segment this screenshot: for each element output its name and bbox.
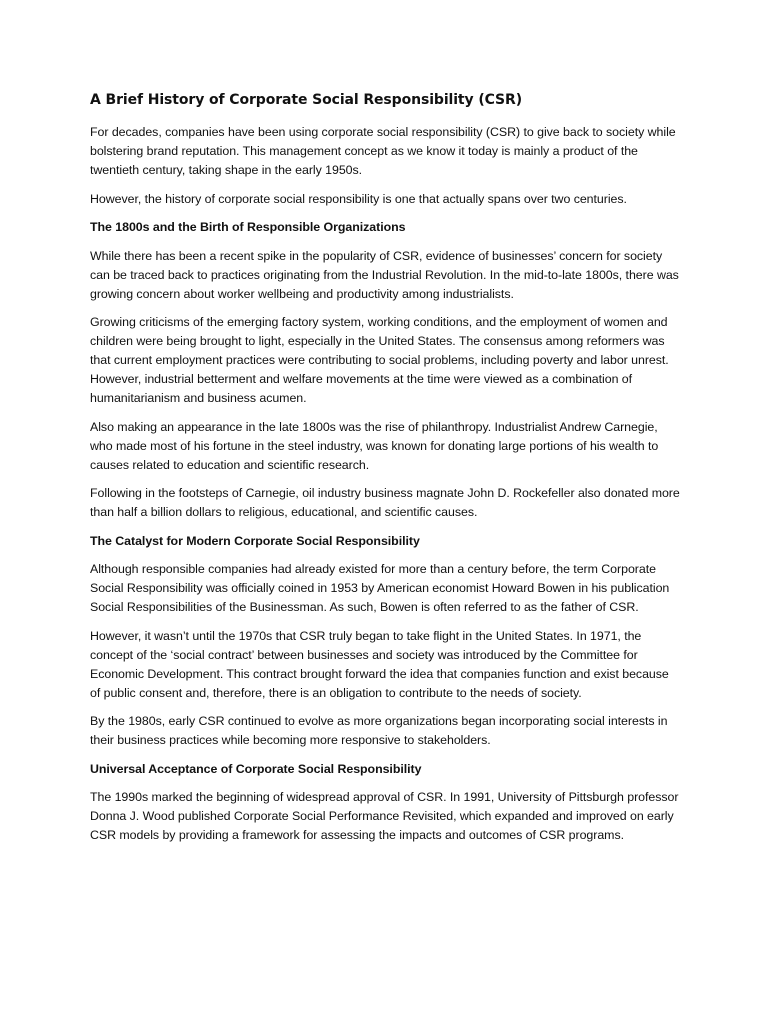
body-paragraph: Also making an appearance in the late 1800s was the rise of philanthropy. Industrialist Andrew Carnegie, who made most of his fortune in the steel industry, was known for donating large portions of his wealth to causes related to education and scientific research.: [90, 419, 659, 472]
body-paragraph: Growing criticisms of the emerging factory system, working conditions, and the employment of women and children were being brought to light, especially in the United States. The consensus among reformers was that current employment practices were contributing to social problems, including poverty and labor unrest. However, industrial betterment and welfare movements at the time were viewed as a combination of humanitarianism and business acumen.: [90, 315, 669, 405]
document-page: [90, 90, 682, 855]
body-paragraph: While there has been a recent spike in the popularity of CSR, evidence of businesses’ concern for society can be traced back to practices originating from the Industrial Revolution. In the mid-to-late 1800s, there was growing concern about worker wellbeing and productivity among industrialists.: [90, 248, 679, 301]
body-paragraph: By the 1980s, early CSR continued to evolve as more organizations began incorporating social interests in their business practices while becoming more responsive to stakeholders.: [90, 714, 668, 747]
document-title: A Brief History of Corporate Social Responsibility (CSR): [90, 92, 523, 108]
section-heading: The Catalyst for Modern Corporate Social Responsibility: [90, 533, 420, 548]
intro-paragraph: For decades, companies have been using corporate social responsibility (CSR) to give back to society while bolstering brand reputation. This management concept as we know it today is mainly a product of the twentieth century, taking shape in the early 1950s.: [90, 125, 676, 177]
section-heading: The 1800s and the Birth of Responsible Organizations: [90, 220, 406, 234]
intro-paragraph: However, the history of corporate social responsibility is one that actually spans over two centuries.: [90, 191, 627, 206]
body-paragraph: However, it wasn’t until the 1970s that CSR truly began to take flight in the United States. In 1971, the concept of the ‘social contract’ between businesses and society was introduced by the Committee for Economic Development. This contract brought forward the idea that companies function and exist because of public consent and, therefore, there is an obligation to contribute to the needs of society.: [90, 628, 669, 700]
body-paragraph: Following in the footsteps of Carnegie, oil industry business magnate John D. Rockefeller also donated more than half a billion dollars to religious, educational, and scientific causes.: [90, 486, 680, 519]
body-paragraph: Although responsible companies had already existed for more than a century before, the term Corporate Social Responsibility was officially coined in 1953 by American economist Howard Bowen in his publication Social Responsibilities of the Businessman. As such, Bowen is often referred to as the father of CSR.: [90, 562, 670, 614]
section-heading: Universal Acceptance of Corporate Social Responsibility: [90, 761, 422, 776]
body-paragraph: The 1990s marked the beginning of widespread approval of CSR. In 1991, University of Pittsburgh professor Donna J. Wood published Corporate Social Performance Revisited, which expanded and improved on early CSR models by providing a framework for assessing the impacts and outcomes of CSR programs.: [90, 790, 679, 842]
